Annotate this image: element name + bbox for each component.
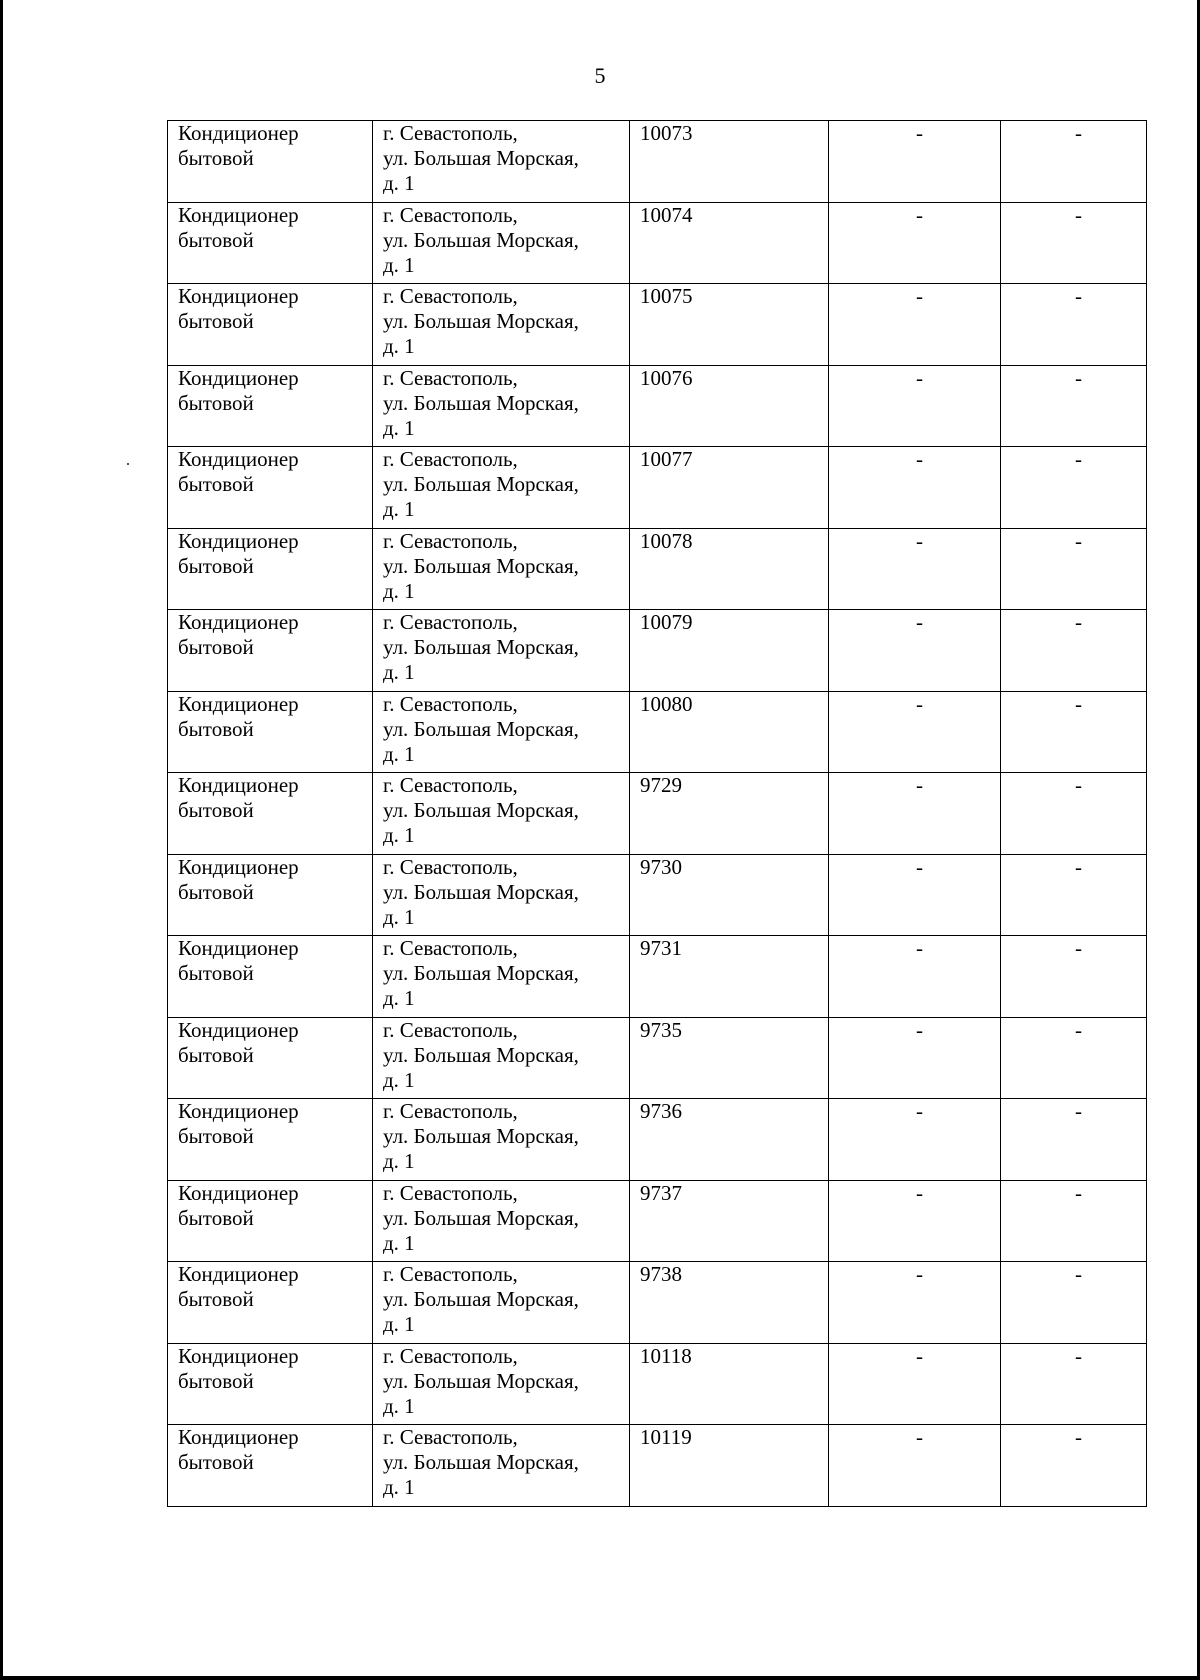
table-row: [168, 447, 1147, 529]
address-line: ул. Большая Морская,: [383, 798, 579, 822]
item-name-line: Кондиционер: [178, 202, 299, 227]
cell-inventory-number: 10075: [630, 284, 829, 366]
cell-item-name: [168, 691, 373, 773]
cell-column-5: -: [1001, 528, 1147, 610]
cell-address: [373, 121, 630, 203]
address-line: ул. Большая Морская,: [383, 1124, 579, 1148]
scan-edge-bottom: [0, 1676, 1200, 1680]
table-row: [168, 202, 1147, 284]
item-name-line: Кондиционер: [178, 284, 299, 308]
cell-column-4: -: [829, 1262, 1001, 1344]
address-line: ул. Большая Морская,: [383, 716, 579, 741]
cell-column-4: -: [829, 447, 1001, 529]
item-name-line: Кондиционер: [178, 1180, 299, 1205]
cell-address: [373, 284, 630, 366]
address-line: ул. Большая Морская,: [383, 1450, 579, 1474]
address-line: ул. Большая Морская,: [383, 1368, 579, 1393]
item-name-line: Кондиционер: [178, 936, 299, 960]
item-name-line: бытовой: [178, 879, 254, 904]
address-line: д. 1: [383, 1230, 415, 1255]
address-line: г. Севастополь,: [383, 1180, 518, 1205]
cell-column-5: -: [1001, 1425, 1147, 1507]
address-line: г. Севастополь,: [383, 202, 518, 227]
cell-column-5: -: [1001, 1343, 1147, 1425]
equipment-table: [167, 120, 1147, 1507]
item-name-line: Кондиционер: [178, 691, 299, 716]
cell-item-name: [168, 610, 373, 692]
cell-column-4: -: [829, 284, 1001, 366]
item-name-line: бытовой: [178, 1124, 254, 1148]
cell-inventory-number: 9735: [630, 1017, 829, 1099]
item-name-line: бытовой: [178, 798, 254, 822]
cell-inventory-number: 10077: [630, 447, 829, 529]
address-line: д. 1: [383, 823, 415, 847]
item-name-line: бытовой: [178, 309, 254, 333]
item-name-line: бытовой: [178, 716, 254, 741]
cell-inventory-number: 10119: [630, 1425, 829, 1507]
table-row: [168, 854, 1147, 936]
address-line: г. Севастополь,: [383, 447, 518, 471]
cell-address: [373, 610, 630, 692]
cell-address: [373, 1099, 630, 1181]
item-name-line: бытовой: [178, 1368, 254, 1393]
table-row: [168, 528, 1147, 610]
cell-inventory-number: 9738: [630, 1262, 829, 1344]
item-name-line: Кондиционер: [178, 773, 299, 797]
cell-item-name: [168, 1262, 373, 1344]
cell-item-name: [168, 773, 373, 855]
address-line: г. Севастополь,: [383, 121, 518, 145]
item-name-line: бытовой: [178, 1287, 254, 1311]
cell-inventory-number: 9737: [630, 1180, 829, 1262]
cell-address: [373, 1262, 630, 1344]
address-line: ул. Большая Морская,: [383, 961, 579, 985]
cell-inventory-number: 10118: [630, 1343, 829, 1425]
table-row: [168, 1017, 1147, 1099]
cell-address: [373, 202, 630, 284]
cell-inventory-number: 9731: [630, 936, 829, 1018]
cell-column-5: -: [1001, 284, 1147, 366]
cell-column-4: -: [829, 854, 1001, 936]
address-line: ул. Большая Морская,: [383, 635, 579, 659]
cell-column-4: -: [829, 1425, 1001, 1507]
cell-inventory-number: 10073: [630, 121, 829, 203]
cell-item-name: [168, 936, 373, 1018]
scan-edge-left: [0, 0, 3, 1680]
cell-column-4: -: [829, 365, 1001, 447]
address-line: д. 1: [383, 415, 415, 440]
table-row: [168, 691, 1147, 773]
address-line: д. 1: [383, 497, 415, 521]
address-line: г. Севастополь,: [383, 854, 518, 879]
cell-column-4: -: [829, 936, 1001, 1018]
address-line: д. 1: [383, 1149, 415, 1173]
scan-speck: [127, 463, 129, 465]
cell-column-4: -: [829, 610, 1001, 692]
cell-column-5: -: [1001, 773, 1147, 855]
cell-address: [373, 854, 630, 936]
cell-address: [373, 528, 630, 610]
address-line: г. Севастополь,: [383, 1099, 518, 1123]
cell-item-name: [168, 447, 373, 529]
table-row: [168, 284, 1147, 366]
cell-item-name: [168, 365, 373, 447]
address-line: ул. Большая Морская,: [383, 553, 579, 578]
address-line: ул. Большая Морская,: [383, 146, 579, 170]
item-name-line: Кондиционер: [178, 528, 299, 553]
cell-item-name: [168, 1343, 373, 1425]
cell-column-4: -: [829, 202, 1001, 284]
cell-inventory-number: 10078: [630, 528, 829, 610]
cell-inventory-number: 10080: [630, 691, 829, 773]
address-line: ул. Большая Морская,: [383, 879, 579, 904]
address-line: г. Севастополь,: [383, 1017, 518, 1042]
address-line: д. 1: [383, 334, 415, 358]
item-name-line: бытовой: [178, 553, 254, 578]
table-row: [168, 365, 1147, 447]
table-row: [168, 936, 1147, 1018]
cell-inventory-number: 9729: [630, 773, 829, 855]
address-line: д. 1: [383, 578, 415, 603]
cell-column-4: -: [829, 773, 1001, 855]
address-line: ул. Большая Морская,: [383, 390, 579, 415]
cell-column-5: -: [1001, 854, 1147, 936]
cell-item-name: [168, 1017, 373, 1099]
cell-item-name: [168, 1099, 373, 1181]
item-name-line: бытовой: [178, 1205, 254, 1230]
address-line: ул. Большая Морская,: [383, 1042, 579, 1067]
cell-column-4: -: [829, 1180, 1001, 1262]
address-line: ул. Большая Морская,: [383, 1205, 579, 1230]
item-name-line: Кондиционер: [178, 365, 299, 390]
cell-item-name: [168, 1180, 373, 1262]
address-line: г. Севастополь,: [383, 773, 518, 797]
table-row: [168, 773, 1147, 855]
item-name-line: бытовой: [178, 472, 254, 496]
address-line: д. 1: [383, 904, 415, 929]
address-line: г. Севастополь,: [383, 936, 518, 960]
table-row: [168, 610, 1147, 692]
address-line: д. 1: [383, 1067, 415, 1092]
cell-column-4: -: [829, 528, 1001, 610]
address-line: ул. Большая Морская,: [383, 309, 579, 333]
address-line: д. 1: [383, 1475, 415, 1499]
item-name-line: бытовой: [178, 146, 254, 170]
table-body: [168, 121, 1147, 1507]
cell-column-4: -: [829, 691, 1001, 773]
cell-item-name: [168, 121, 373, 203]
cell-address: [373, 1180, 630, 1262]
cell-address: [373, 936, 630, 1018]
cell-column-5: -: [1001, 121, 1147, 203]
address-line: д. 1: [383, 252, 415, 277]
cell-column-5: -: [1001, 365, 1147, 447]
cell-item-name: [168, 284, 373, 366]
cell-item-name: [168, 854, 373, 936]
cell-inventory-number: 10074: [630, 202, 829, 284]
cell-address: [373, 447, 630, 529]
cell-column-4: -: [829, 1099, 1001, 1181]
item-name-line: бытовой: [178, 390, 254, 415]
item-name-line: бытовой: [178, 1042, 254, 1067]
item-name-line: бытовой: [178, 961, 254, 985]
address-line: д. 1: [383, 1312, 415, 1336]
item-name-line: бытовой: [178, 1450, 254, 1474]
cell-column-5: -: [1001, 1017, 1147, 1099]
cell-inventory-number: 9730: [630, 854, 829, 936]
cell-address: [373, 1425, 630, 1507]
item-name-line: Кондиционер: [178, 854, 299, 879]
item-name-line: Кондиционер: [178, 1262, 299, 1286]
cell-column-5: -: [1001, 1180, 1147, 1262]
cell-column-5: -: [1001, 936, 1147, 1018]
table-row: [168, 1425, 1147, 1507]
address-line: г. Севастополь,: [383, 610, 518, 634]
item-name-line: бытовой: [178, 227, 254, 252]
cell-address: [373, 773, 630, 855]
item-name-line: Кондиционер: [178, 1425, 299, 1449]
address-line: д. 1: [383, 660, 415, 684]
address-line: г. Севастополь,: [383, 691, 518, 716]
table-row: [168, 1099, 1147, 1181]
cell-address: [373, 365, 630, 447]
page-number: 5: [594, 63, 606, 88]
address-line: г. Севастополь,: [383, 1262, 518, 1286]
item-name-line: Кондиционер: [178, 1017, 299, 1042]
address-line: г. Севастополь,: [383, 284, 518, 308]
cell-item-name: [168, 528, 373, 610]
cell-column-4: -: [829, 1343, 1001, 1425]
cell-address: [373, 1343, 630, 1425]
item-name-line: Кондиционер: [178, 610, 299, 634]
cell-address: [373, 691, 630, 773]
table-row: [168, 121, 1147, 203]
table-row: [168, 1180, 1147, 1262]
address-line: г. Севастополь,: [383, 365, 518, 390]
item-name-line: Кондиционер: [178, 121, 299, 145]
address-line: ул. Большая Морская,: [383, 1287, 579, 1311]
cell-column-5: -: [1001, 610, 1147, 692]
cell-column-5: -: [1001, 202, 1147, 284]
table-row: [168, 1343, 1147, 1425]
cell-column-5: -: [1001, 691, 1147, 773]
item-name-line: бытовой: [178, 635, 254, 659]
address-line: г. Севастополь,: [383, 1343, 518, 1368]
cell-item-name: [168, 1425, 373, 1507]
cell-item-name: [168, 202, 373, 284]
item-name-line: Кондиционер: [178, 447, 299, 471]
cell-column-5: -: [1001, 1099, 1147, 1181]
address-line: д. 1: [383, 171, 415, 195]
cell-column-4: -: [829, 121, 1001, 203]
cell-address: [373, 1017, 630, 1099]
address-line: г. Севастополь,: [383, 528, 518, 553]
cell-column-5: -: [1001, 447, 1147, 529]
item-name-line: Кондиционер: [178, 1099, 299, 1123]
address-line: ул. Большая Морская,: [383, 227, 579, 252]
address-line: ул. Большая Морская,: [383, 472, 579, 496]
address-line: г. Севастополь,: [383, 1425, 518, 1449]
cell-column-4: -: [829, 1017, 1001, 1099]
cell-inventory-number: 10079: [630, 610, 829, 692]
cell-inventory-number: 9736: [630, 1099, 829, 1181]
address-line: д. 1: [383, 741, 415, 766]
table-row: [168, 1262, 1147, 1344]
item-name-line: Кондиционер: [178, 1343, 299, 1368]
cell-column-5: -: [1001, 1262, 1147, 1344]
address-line: д. 1: [383, 1393, 415, 1418]
cell-inventory-number: 10076: [630, 365, 829, 447]
address-line: д. 1: [383, 986, 415, 1010]
